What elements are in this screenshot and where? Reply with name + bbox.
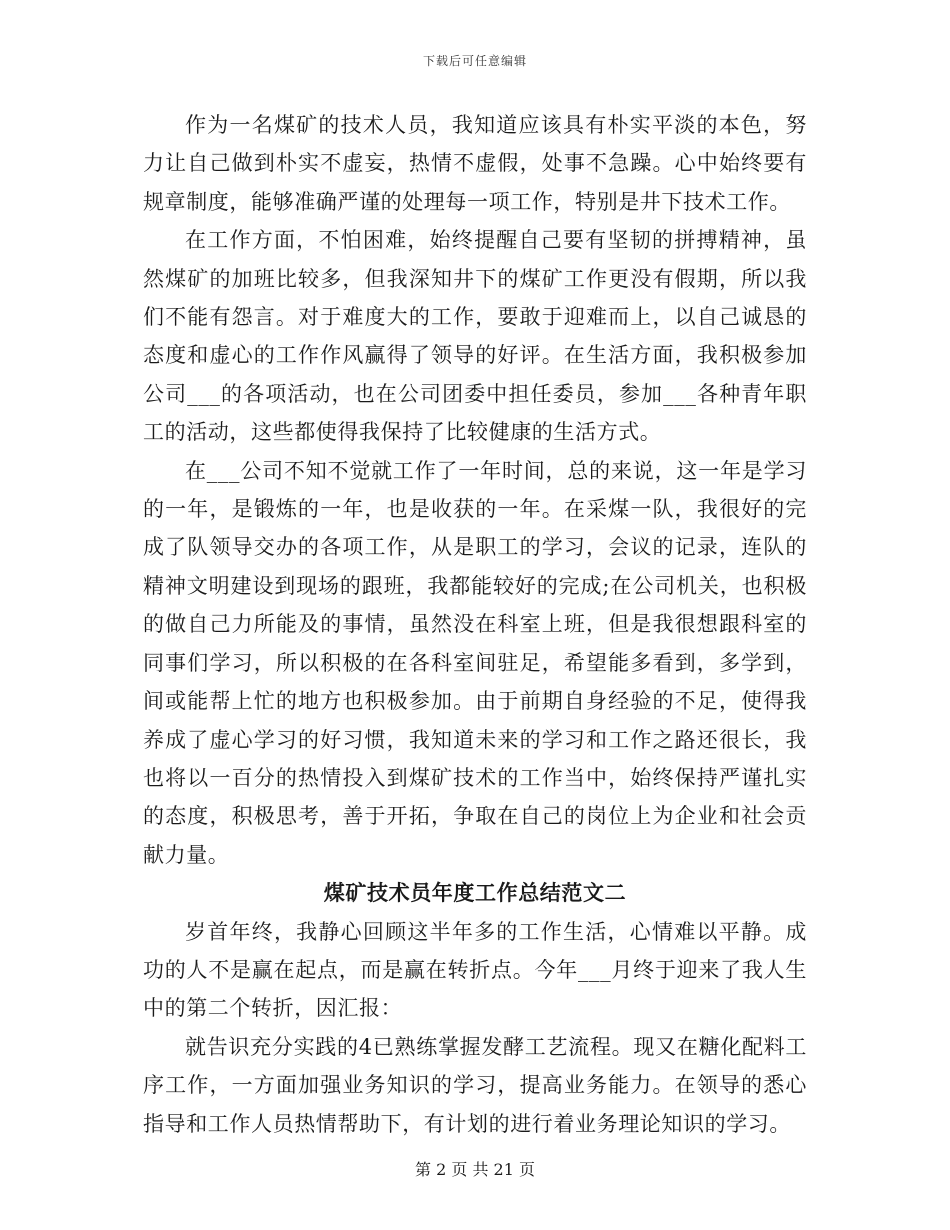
paragraph: 就告识充分实践的4已熟练掌握发酵工艺流程。现又在糖化配料工序工作，一方面加强业务知识的学习，提高业务能力。在领导的悉心指导和工作人员热情帮助下，有计划的进行着业务理论知识的学习。 <box>143 1034 807 1136</box>
section-title: 煤矿技术员年度工作总结范文二 <box>323 880 627 906</box>
header-note: 下载后可任意编辑 <box>422 54 527 68</box>
paragraph: 岁首年终，我静心回顾这半年多的工作生活，心情难以平静。成功的人不是赢在起点，而是赢在转折点。今年___月终于迎来了我人生中的第二个转折，因汇报： <box>143 919 807 1021</box>
paragraph: 作为一名煤矿的技术人员，我知道应该具有朴实平淡的本色，努力让自己做到朴实不虚妄，热情不虚假，处事不急躁。心中始终要有规章制度，能够准确严谨的处理每一项工作，特别是井下技术工作。 <box>143 113 807 214</box>
page-number: 第 2 页 共 21 页 <box>415 1160 535 1179</box>
paragraph: 在___公司不知不觉就工作了一年时间，总的来说，这一年是学习的一年，是锻炼的一年，也是收获的一年。在采煤一队，我很好的完成了队领导交办的各项工作，从是职工的学习，会议的记录，连队的精神文明建设到现场的跟班，我都能较好的完成;在公司机关，也积极的做自己力所能及的事情，虽然没在科室上班，但是我很想跟科室的同事们学习，所以积极的在各科室间驻足，希望能多看到，多学到，间或能帮上忙的地方也积极参加。由于前期自身经验的不足，使得我养成了虚心学习的好习惯，我知道未来的学习和工作之路还很长，我也将以一百分的热情投入到煤矿技术的工作当中，始终保持严谨扎实的态度，积极思考，善于开拓，争取在自己的岗位上为企业和社会贡献力量。 <box>143 458 807 867</box>
paragraph: 在工作方面，不怕困难，始终提醒自己要有坚韧的拼搏精神，虽然煤矿的加班比较多，但我深知井下的煤矿工作更没有假期，所以我们不能有怨言。对于难度大的工作，要敢于迎难而上，以自己诚恳的态度和虚心的工作作风赢得了领导的好评。在生活方面，我积极参加公司___的各项活动，也在公司团委中担任委员，参加___各种青年职工的活动，这些都使得我保持了比较健康的生活方式。 <box>143 228 807 445</box>
document-body <box>143 106 807 1143</box>
